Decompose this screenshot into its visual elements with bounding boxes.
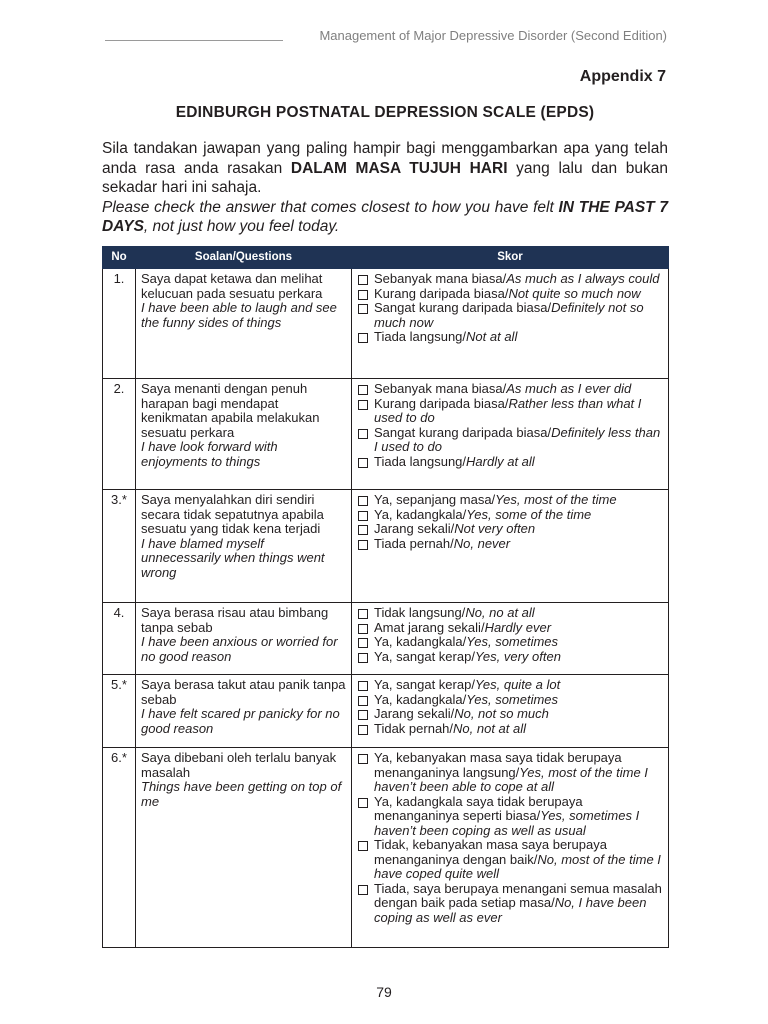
score-option	[357, 508, 663, 523]
checkbox-icon[interactable]	[358, 275, 368, 285]
option-english: Definitely not so much now	[374, 300, 644, 330]
question-number: 5.*	[103, 675, 136, 748]
checkbox-icon[interactable]	[358, 725, 368, 735]
running-title: Management of Major Depressive Disorder (Second Edition)	[319, 28, 667, 43]
score-option	[357, 707, 663, 722]
instructions	[102, 139, 668, 237]
score-option	[357, 635, 663, 650]
score-option	[357, 621, 663, 636]
instructions-english	[102, 198, 668, 237]
option-english: Yes, most of the time	[495, 492, 617, 507]
score-option	[357, 537, 663, 552]
score-option	[357, 838, 663, 882]
question-number: 4.	[103, 603, 136, 675]
checkbox-icon[interactable]	[358, 653, 368, 663]
instructions-english-text: Please check the answer that comes closest to how you have felt	[102, 198, 559, 216]
instructions-malay-emphasis: DALAM MASA TUJUH HARI	[290, 159, 508, 177]
option-english: Yes, very often	[474, 648, 561, 664]
option-malay: Sangat kurang daripada biasa/	[374, 424, 552, 440]
question-malay: Saya berasa takut atau panik tanpa sebab	[141, 677, 346, 707]
checkbox-icon[interactable]	[358, 511, 368, 521]
option-malay: Ya, kebanyakan masa saya tidak berupaya menanganinya langsung/	[374, 750, 622, 780]
option-english: Yes, sometimes	[466, 691, 559, 707]
table-row	[103, 748, 669, 948]
option-english: Yes, sometimes I haven’t been coping as well as usual	[374, 808, 640, 838]
question-number: 3.*	[103, 490, 136, 603]
checkbox-icon[interactable]	[358, 696, 368, 706]
option-english: No, never	[453, 535, 511, 551]
checkbox-icon[interactable]	[358, 429, 368, 439]
question-cell	[136, 603, 352, 675]
checkbox-icon[interactable]	[358, 798, 368, 808]
checkbox-icon[interactable]	[358, 525, 368, 535]
score-option	[357, 795, 663, 839]
table-row	[103, 675, 669, 748]
option-english: No, not at all	[453, 720, 527, 736]
score-option	[357, 493, 663, 508]
option-malay: Ya, kadangkala/	[374, 506, 467, 522]
score-option	[357, 272, 663, 287]
score-option	[357, 330, 663, 345]
table-row	[103, 379, 669, 490]
question-english: I have felt scared pr panicky for no good reason	[141, 706, 340, 736]
option-english: No, not so much	[454, 706, 549, 721]
table-header-row	[103, 247, 669, 269]
checkbox-icon[interactable]	[358, 841, 368, 851]
question-english: I have been anxious or worried for no good reason	[141, 634, 338, 664]
checkbox-icon[interactable]	[358, 304, 368, 314]
option-english: Not very often	[454, 521, 536, 536]
instructions-english-tail: , not just how you feel today.	[143, 218, 340, 235]
table-row	[103, 269, 669, 379]
score-option	[357, 287, 663, 302]
option-malay: Tidak pernah/	[374, 720, 454, 736]
score-option	[357, 751, 663, 795]
score-options-cell	[352, 748, 669, 948]
option-malay: Sangat kurang daripada biasa/	[374, 300, 552, 315]
score-option	[357, 455, 663, 470]
option-malay: Tiada pernah/	[374, 535, 454, 551]
option-malay: Tiada langsung/	[374, 329, 467, 344]
option-malay: Jarang sekali/	[374, 521, 455, 536]
question-malay: Saya menyalahkan diri sendiri secara tidak sepatutnya apabila sesuatu yang tidak kena terjadi	[141, 492, 324, 536]
page-number: 79	[376, 984, 392, 1000]
option-malay: Tiada, saya berupaya menangani semua masalah dengan baik pada setiap masa/	[374, 880, 662, 910]
score-option	[357, 722, 663, 737]
appendix-label: Appendix 7	[579, 68, 666, 85]
score-options-cell	[352, 675, 669, 748]
option-english: Rather less than what I used to do	[374, 395, 642, 425]
checkbox-icon[interactable]	[358, 333, 368, 343]
option-malay: Ya, sangat kerap/	[374, 648, 475, 664]
score-option	[357, 882, 663, 926]
option-malay: Ya, kadangkala saya tidak berupaya menanganinya seperti biasa/	[374, 793, 583, 823]
option-malay: Sebanyak mana biasa/	[374, 381, 507, 396]
option-english: No, I have been coping as well as ever	[374, 895, 647, 925]
option-english: No, most of the time I have coped quite well	[374, 851, 661, 881]
option-english: Hardly ever	[484, 619, 552, 635]
score-option	[357, 606, 663, 621]
question-malay: Saya menanti dengan penuh harapan bagi mendapat kenikmatan apabila melakukan sesuatu perkara	[141, 381, 320, 440]
option-malay: Tidak, kebanyakan masa saya berupaya menanganinya dengan baik/	[374, 837, 607, 867]
checkbox-icon[interactable]	[358, 385, 368, 395]
score-options-cell	[352, 379, 669, 490]
header-no: No	[103, 247, 136, 269]
question-cell	[136, 675, 352, 748]
option-malay: Tidak langsung/	[374, 605, 466, 620]
question-number: 6.*	[103, 748, 136, 948]
page-title: EDINBURGH POSTNATAL DEPRESSION SCALE (EPDS)	[175, 104, 595, 121]
option-english: Not at all	[466, 329, 518, 344]
question-number: 2.	[103, 379, 136, 490]
option-malay: Ya, sepanjang masa/	[374, 492, 496, 507]
checkbox-icon[interactable]	[358, 624, 368, 634]
header-score: Skor	[352, 247, 669, 269]
score-option	[357, 650, 663, 665]
question-english: I have been able to laugh and see the funny sides of things	[141, 300, 337, 330]
option-malay: Amat jarang sekali/	[374, 619, 485, 635]
option-english: Definitely less than I used to do	[374, 424, 661, 454]
checkbox-icon[interactable]	[358, 496, 368, 506]
option-malay: Jarang sekali/	[374, 706, 455, 721]
score-options-cell	[352, 603, 669, 675]
checkbox-icon[interactable]	[358, 458, 368, 468]
option-english: Yes, sometimes	[466, 634, 559, 649]
option-malay: Ya, sangat kerap/	[374, 677, 475, 692]
checkbox-icon[interactable]	[358, 540, 368, 550]
table-row	[103, 490, 669, 603]
option-english: Yes, most of the time I haven’t been able to cope at all	[374, 764, 648, 794]
checkbox-icon[interactable]	[358, 400, 368, 410]
option-english: As much as I ever did	[506, 381, 632, 396]
option-malay: Tiada langsung/	[374, 453, 467, 469]
question-number: 1.	[103, 269, 136, 379]
score-option	[357, 678, 663, 693]
score-option	[357, 426, 663, 455]
score-option	[357, 693, 663, 708]
option-english: Hardly at all	[466, 453, 535, 469]
option-malay: Ya, kadangkala/	[374, 634, 467, 649]
score-option	[357, 301, 663, 330]
question-cell	[136, 269, 352, 379]
checkbox-icon[interactable]	[358, 290, 368, 300]
checkbox-icon[interactable]	[358, 638, 368, 648]
header-rule	[105, 40, 283, 41]
option-malay: Ya, kadangkala/	[374, 691, 467, 707]
header-questions: Soalan/Questions	[136, 247, 352, 269]
epds-table	[102, 246, 669, 948]
option-english: Yes, some of the time	[466, 506, 592, 522]
question-cell	[136, 748, 352, 948]
score-option	[357, 522, 663, 537]
option-english: Yes, quite a lot	[474, 677, 561, 692]
instructions-english-emphasis: IN THE PAST 7 DAYS	[102, 198, 668, 235]
question-malay: Saya dibebani oleh terlalu banyak masalah	[141, 750, 337, 780]
instructions-malay-text: Sila tandakan jawapan yang paling hampir bagi menggambarkan apa yang telah anda rasa anda rasakan	[102, 140, 668, 177]
checkbox-icon[interactable]	[358, 710, 368, 720]
checkbox-icon[interactable]	[358, 885, 368, 895]
question-english: Things have been getting on top of me	[141, 779, 342, 809]
checkbox-icon[interactable]	[358, 754, 368, 764]
question-malay: Saya berasa risau atau bimbang tanpa sebab	[141, 605, 329, 635]
question-malay: Saya dapat ketawa dan melihat kelucuan pada sesuatu perkara	[141, 271, 323, 301]
option-malay: Kurang daripada biasa/	[374, 285, 509, 301]
option-english: As much as I always could	[506, 271, 660, 286]
question-english: I have blamed myself unnecessarily when things went wrong	[141, 535, 325, 580]
option-english: Not quite so much now	[508, 285, 641, 301]
option-malay: Kurang daripada biasa/	[374, 395, 509, 411]
score-option	[357, 397, 663, 426]
score-options-cell	[352, 269, 669, 379]
score-option	[357, 382, 663, 397]
question-cell	[136, 379, 352, 490]
question-cell	[136, 490, 352, 603]
option-english: No, no at all	[465, 605, 535, 620]
checkbox-icon[interactable]	[358, 609, 368, 619]
checkbox-icon[interactable]	[358, 681, 368, 691]
instructions-malay	[102, 139, 668, 198]
score-options-cell	[352, 490, 669, 603]
question-english: I have look forward with enjoyments to things	[141, 439, 278, 469]
instructions-malay-tail: yang lalu dan bukan sekadar hari ini sahaja.	[102, 159, 668, 196]
table-row	[103, 603, 669, 675]
option-malay: Sebanyak mana biasa/	[374, 271, 507, 286]
